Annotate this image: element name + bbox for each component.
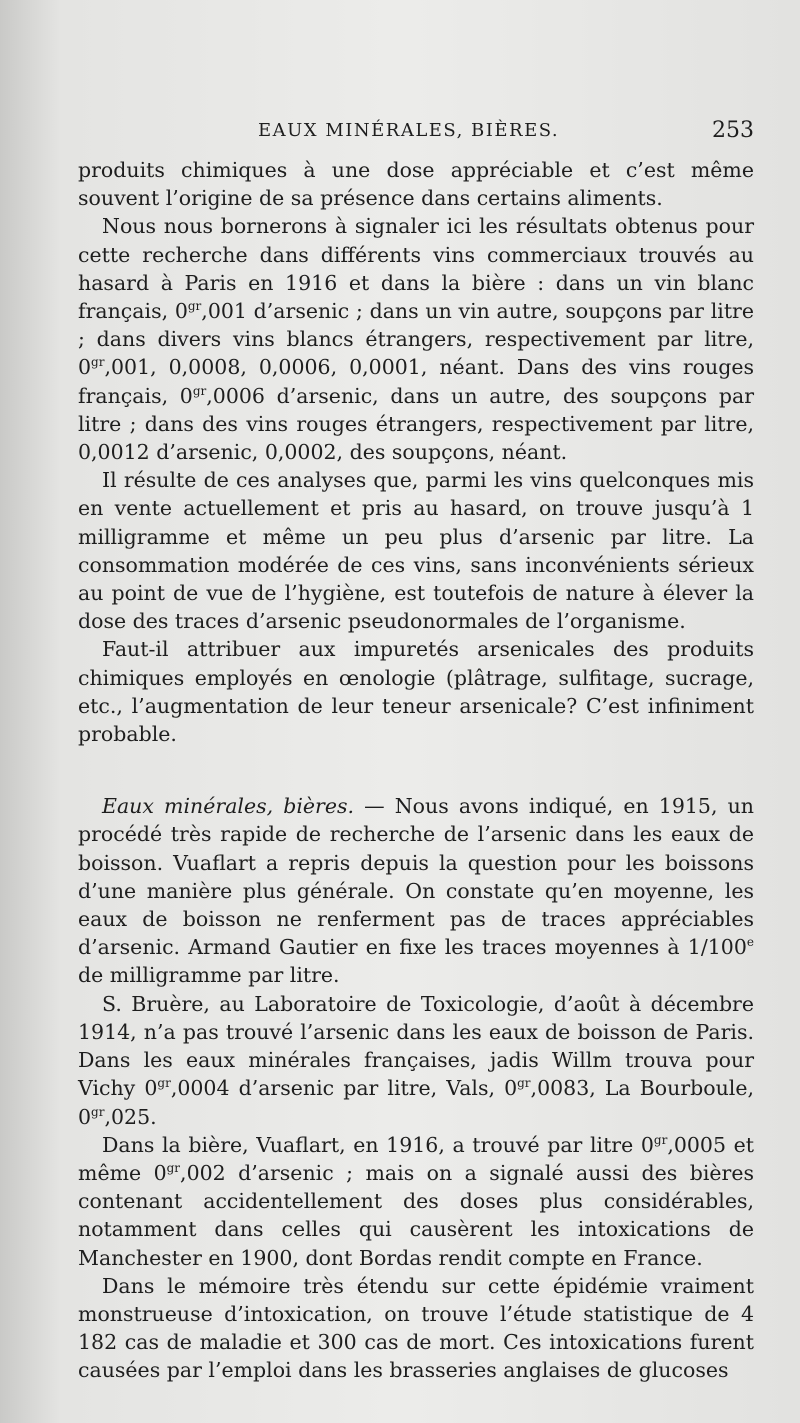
text-run: Dans le mémoire très étendu sur cette épidémie vraiment monstrueuse d’intoxication, on trouve l’étude statistique de 4 182 cas de maladie et 300 cas de mort. Ces intoxications furent causées par l’emploi dans les brasseries anglaises de glucoses xyxy=(78,1273,754,1383)
section-title: Eaux minérales, bières. xyxy=(102,794,355,819)
text-run: ,0083, La Bourboule, 0 xyxy=(78,1076,755,1129)
page-header xyxy=(78,120,754,150)
text-run: Dans la bière, Vuaflart, en 1916, a trouvé par litre 0 xyxy=(102,1132,654,1157)
unit-superscript: gr xyxy=(517,1076,531,1091)
running-title: EAUX MINÉRALES, BIÈRES. xyxy=(258,120,560,141)
text-run: — Nous avons indiqué, en 1915, un procédé très rapide de recherche de l’arsenic dans les eaux de boisson. Vuaflart a repris depuis la question pour les boissons d’une manière plus générale. On constate qu’en moyenne, les eaux de boisson ne renferment pas de traces appréciables d’arsenic. Armand Gautier en fixe les traces moyennes à 1/100 xyxy=(78,794,755,960)
unit-superscript: gr xyxy=(653,1132,668,1147)
unit-superscript: gr xyxy=(91,355,105,370)
unit-superscript: gr xyxy=(166,1161,181,1176)
text-run: ,002 d’arsenic ; mais on a signalé aussi des bières contenant accidentellement des doses plus considérables, notamment dans celles qui causèrent les intoxications de Manchester en 1900, dont Bordas rendit compte en France. xyxy=(78,1160,754,1270)
text-run: ,0005 et même 0 xyxy=(78,1132,754,1185)
ordinal-superscript: e xyxy=(746,935,754,950)
text-run: Nous nous bornerons à signaler ici les résultats obtenus pour cette recherche dans différents vins commerciaux trouvés au hasard à Paris en 1916 et dans la bière : dans un vin blanc français, 0 xyxy=(78,214,754,324)
paragraph-continuation xyxy=(78,156,754,212)
paragraph-epidemic xyxy=(78,1272,754,1385)
unit-superscript: gr xyxy=(91,1104,105,1119)
text-run: ,001 d’arsenic ; dans un vin autre, soupçons par litre ; dans divers vins blancs étrangers, respectivement par litre, 0 xyxy=(78,299,754,380)
text-run: Il résulte de ces analyses que, parmi les vins quelconques mis en vente actuellement et pris au hasard, on trouve jusqu’à 1 milligramme et même un peu plus d’arsenic par litre. La consommation modérée de ces vins, sans inconvénients sérieux au point de vue de l’hygiène, est toutefois de nature à élever la dose des traces d’arsenic pseudonormales de l’organisme. xyxy=(78,468,754,634)
text-run: ,025. xyxy=(104,1104,157,1129)
text-run: S. Bruère, au Laboratoire de Toxicologie, d’août à décembre 1914, n’a pas trouvé l’arsenic dans les eaux de boisson de Paris. Dans les eaux minérales françaises, jadis Willm trouva pour Vichy 0 xyxy=(78,991,754,1101)
paragraph-beer xyxy=(78,1131,754,1272)
text-run: Faut-il attribuer aux impuretés arsenicales des produits chimiques employés en œnologie (plâtrage, sulfitage, sucrage, etc., l’augmentation de leur teneur arsenicale? C’est infiniment probable. xyxy=(78,637,754,747)
text-run: ,0004 d’arsenic par litre, Vals, 0 xyxy=(170,1076,518,1101)
text-run: ,0006 d’arsenic, dans un autre, des soupçons par litre ; dans des vins rouges étrangers, respectivement par litre, 0,0012 d’arsenic, 0,0002, des soupçons, néant. xyxy=(78,383,755,465)
text-run: ,001, 0,0008, 0,0006, 0,0001, néant. Dans des vins rouges français, 0 xyxy=(78,355,754,408)
text-run: produits chimiques à une dose appréciable et c’est même souvent l’origine de sa présence dans certains aliments. xyxy=(78,158,754,211)
page-number: 253 xyxy=(712,118,754,143)
paragraph-bruere xyxy=(78,990,754,1131)
text-run: de milligramme par litre. xyxy=(78,963,340,988)
unit-superscript: gr xyxy=(157,1076,171,1091)
body-text xyxy=(78,156,754,1385)
paragraph-wine-results xyxy=(78,212,754,466)
unit-superscript: gr xyxy=(192,383,207,398)
paragraph-analysis-result xyxy=(78,466,754,635)
paragraph-oenology xyxy=(78,635,754,748)
unit-superscript: gr xyxy=(187,299,202,314)
paragraph-mineral-waters xyxy=(78,792,754,989)
